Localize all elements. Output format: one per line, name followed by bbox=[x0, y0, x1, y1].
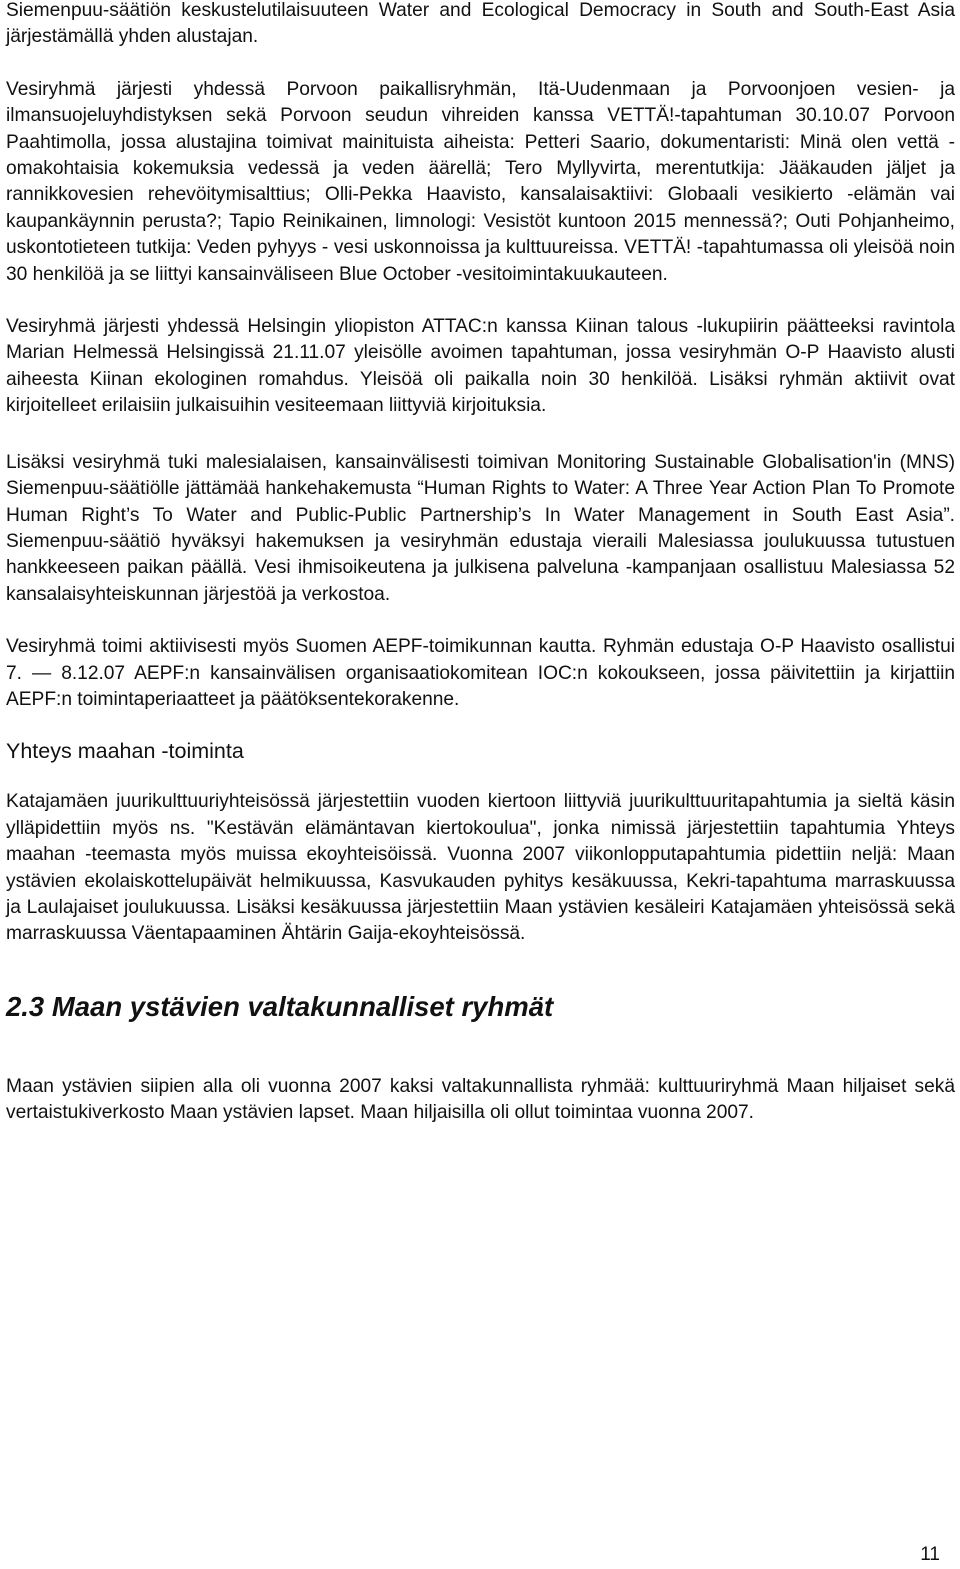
paragraph-vetta-event: Vesiryhmä järjesti yhdessä Porvoon paikallisryhmän, Itä-Uudenmaan ja Porvoonjoen vesien- ja ilmansuojeluyhdistyksen sekä Porvoon seudun vihreiden kanssa VETTÄ!-tapahtuman 30.10.07 Porvoon Paahtimolla, jossa alustajina toimivat mainituista aiheista: Petteri Saario, dokumentaristi: Minä olen vettä -omakohtaisia kokemuksia vedessä ja veden äärellä; Tero Myllyvirta, merentutkija: Jääkauden jäljet ja rannikkovesien rehevöitymisalttius; Olli-Pekka Haavisto, kansalaisaktiivi: Globaali vesikierto -elämän vai kaupankäynnin perusta?; Tapio Reinikainen, limnologi: Vesistöt kuntoon 2015 mennessä?; Outi Pohjanheimo, uskontotieteen tutkija: Veden pyhyys - vesi uskonnoissa ja kulttuureissa. VETTÄ! -tapahtumassa oli yleisöä noin 30 henkilöä ja se liittyi kansainväliseen Blue October -vesitoimintakuukauteen. bbox=[6, 78, 955, 285]
paragraph-katajamaki: Katajamäen juurikulttuuriyhteisössä järjestettiin vuoden kiertoon liittyviä juurikulttuuritapahtumia ja sieltä käsin ylläpidettiin myös ns. "Kestävän elämäntavan kiertokoulua", jonka nimissä järjestettiin tapahtumia Yhteys maahan -teemasta myös muissa ekoyhteisöissä. Vuonna 2007 viikonlopputapahtumia pidettiin neljä: Maan ystävien ekolaiskottelupäivät helmikuussa, Kasvukauden pyhitys kesäkuussa, Kekri-tapahtuma marraskuussa ja Laulajaiset joulukuussa. Lisäksi kesäkuussa järjestettiin Maan ystävien kesäleiri Katajamäen yhteisössä sekä marraskuussa Väentapaaminen Ähtärin Gaija-ekoyhteisössä. bbox=[6, 791, 955, 945]
paragraph-water-democracy: Siemenpuu-säätiön keskustelutilaisuuteen Water and Ecological Democracy in South and South-East Asia järjestämällä yhden alustajan. bbox=[6, 0, 955, 48]
paragraph-aepf: Vesiryhmä toimi aktiivisesti myös Suomen AEPF-toimikunnan kautta. Ryhmän edustaja O-P Haavisto osallistui 7. — 8.12.07 AEPF:n kansainvälisen organisaatiokomitean IOC:n kokoukseen, jossa päivitettiin ja kirjattiin AEPF:n toimintaperiaatteet ja päätöksentekorakenne. bbox=[6, 636, 955, 710]
paragraph-malaysia-mns: Lisäksi vesiryhmä tuki malesialaisen, kansainvälisesti toimivan Monitoring Sustainable Globalisation'in (MNS) Siemenpuu-säätiölle jättämää hankehakemusta “Human Rights to Water: A Three Year Action Plan To Promote Human Right’s To Water and Public-Public Partnership’s In Water Management in South East Asia”. Siemenpuu-säätiö hyväksyi hakemuksen ja vesiryhmän edustaja vieraili Malesiassa joulukuussa tutustuen hankkeeseen paikan päällä. Vesi ihmisoikeutena ja julkisena palveluna -kampanjaan osallistuu Malesiassa 52 kansalaisyhteiskunnan järjestöä ja verkostoa. bbox=[6, 451, 955, 605]
heading-yhteys-maahan: Yhteys maahan -toiminta bbox=[6, 739, 244, 764]
page-number: 11 bbox=[920, 1544, 940, 1565]
section-heading-2-3: 2.3 Maan ystävien valtakunnalliset ryhmät bbox=[6, 990, 554, 1022]
document-page bbox=[6, 0, 955, 1127]
paragraph-national-groups: Maan ystävien siipien alla oli vuonna 2007 kaksi valtakunnallista ryhmää: kulttuuriryhmä Maan hiljaiset sekä vertaistukiverkosto Maan ystävien lapset. Maan hiljaisilla oli ollut toimintaa vuonna 2007. bbox=[6, 1075, 955, 1124]
paragraph-attac-event: Vesiryhmä järjesti yhdessä Helsingin yliopiston ATTAC:n kanssa Kiinan talous -lukupiirin päätteeksi ravintola Marian Helmessä Helsingissä 21.11.07 yleisölle avoimen tapahtuman, jossa vesiryhmän O-P Haavisto alusti aiheesta Kiinan ekologinen romahdus. Yleisöä oli paikalla noin 30 henkilöä. Lisäksi ryhmän aktiivit ovat kirjoitelleet erilaisiin julkaisuihin vesiteemaan liittyviä kirjoituksia. bbox=[6, 316, 955, 417]
